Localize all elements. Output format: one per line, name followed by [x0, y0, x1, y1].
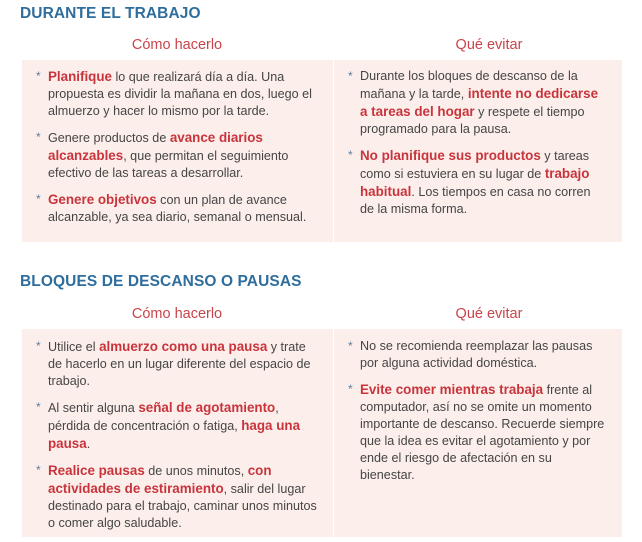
list-item	[36, 68, 319, 120]
body-text: Al sentir alguna	[48, 401, 139, 415]
highlight-text: con actividades de estiramiento	[48, 463, 272, 496]
list-item	[348, 338, 608, 372]
bullet-star-icon: *	[348, 148, 353, 162]
how-list	[22, 329, 333, 537]
body-text: y respete el tiempo programado para la pausa.	[360, 105, 585, 136]
column-heading-how: Cómo hacerlo	[131, 37, 223, 53]
highlight-text: avance diarios alcanzables	[48, 130, 263, 163]
highlight-text: haga una pausa	[48, 418, 301, 451]
highlight-text: No planifique sus productos	[360, 148, 541, 163]
body-text: y trate de hacerlo en un lugar diferente del espacio de trabajo.	[48, 340, 311, 388]
list-item	[36, 462, 319, 532]
highlight-text: almuerzo como una pausa	[99, 339, 268, 354]
bullet-star-icon: *	[36, 400, 41, 414]
highlight-text: trabajo habitual	[360, 166, 590, 199]
how-list	[22, 60, 333, 242]
bullet-star-icon: *	[348, 339, 353, 353]
body-text: frente al computador, así no se omite un momento importante de descanso. Recuerde siempre que la idea es evitar el agotamiento y por ende el riesgo de afectación en su bienestar.	[360, 383, 605, 482]
avoid-list	[334, 60, 622, 242]
body-text: , salir del lugar destinado para el trabajo, caminar unos minutos o comer algo saludable.	[48, 482, 317, 530]
highlight-text: intente no dedicarse a tareas del hogar	[360, 86, 599, 119]
highlight-text: señal de agotamiento	[138, 400, 276, 415]
list-item	[36, 191, 319, 226]
body-text: , que permitan el seguimiento efectivo de las tareas a desarrollar.	[48, 149, 289, 180]
highlight-text: Evite comer mientras trabaja	[360, 382, 544, 397]
bullet-star-icon: *	[36, 69, 41, 83]
highlight-text: Genere objetivos	[48, 192, 157, 207]
avoid-list	[334, 329, 622, 537]
body-text: lo que realizará día a día. Una propuesta es dividir la mañana en dos, luego el almuerzo y hacer lo mismo por la tarde.	[48, 70, 312, 118]
body-text: Utilice el	[48, 340, 100, 354]
bullet-star-icon: *	[36, 192, 41, 206]
list-item	[36, 399, 319, 453]
bullet-star-icon: *	[36, 130, 41, 144]
body-text: Genere productos de	[48, 131, 170, 145]
body-text: No se recomienda reemplazar las pausas por alguna actividad doméstica.	[360, 339, 593, 370]
list-item	[36, 129, 319, 182]
list-item	[348, 147, 608, 218]
body-text: Durante los bloques de descanso de la mañana y la tarde,	[360, 69, 578, 101]
body-text: .	[86, 437, 91, 451]
bullet-star-icon: *	[36, 463, 41, 477]
bullet-star-icon: *	[348, 69, 353, 83]
body-text: con un plan de avance alcanzable, ya sea diario, semanal o mensual.	[48, 193, 307, 224]
body-text: y tareas como si estuviera en su lugar de	[360, 149, 590, 181]
bullet-star-icon: *	[36, 339, 41, 353]
body-text: , pérdida de concentración o fatiga,	[48, 401, 279, 433]
highlight-text: Realice pausas	[48, 463, 145, 478]
column-heading-avoid: Qué evitar	[455, 306, 523, 322]
column-heading-how: Cómo hacerlo	[131, 306, 223, 322]
list-item	[348, 381, 608, 484]
section-title-bloques: BLOQUES DE DESCANSO O PAUSAS	[20, 273, 302, 290]
bullet-star-icon: *	[348, 382, 353, 396]
list-item	[36, 338, 319, 390]
section-title-durante: DURANTE EL TRABAJO	[20, 5, 201, 22]
list-item	[348, 68, 608, 138]
body-text: de unos minutos,	[144, 464, 248, 478]
body-text: . Los tiempos en casa no corren de la misma forma.	[360, 185, 591, 216]
highlight-text: Planifique	[48, 69, 112, 84]
column-heading-avoid: Qué evitar	[455, 37, 523, 53]
